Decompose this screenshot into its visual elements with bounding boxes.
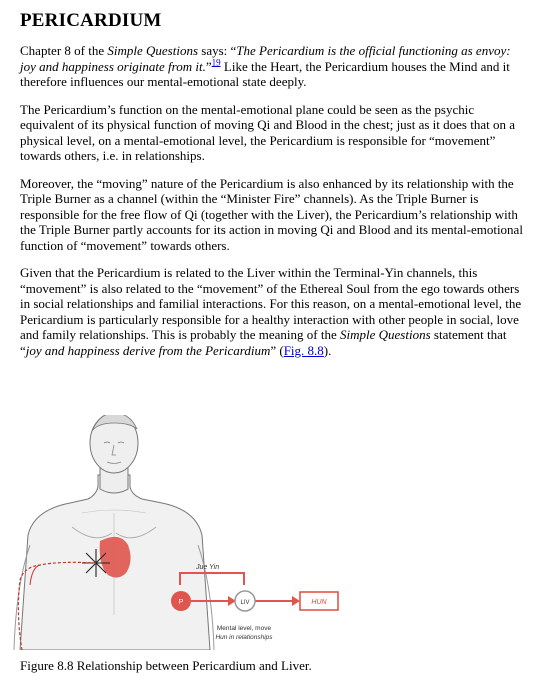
p4-quote: joy and happiness derive from the Pericardium (25, 342, 271, 358)
p1-text-c: ” (205, 58, 212, 74)
paragraph-1 (20, 43, 525, 90)
p1-text-b: says: “ (198, 43, 237, 58)
p4-source-title: Simple Questions (340, 327, 431, 342)
paragraph-4 (20, 265, 525, 358)
p1-quote: The Pericardium is the official functioning as envoy: joy and happiness originate from it. (20, 43, 511, 74)
jue-yin-label: Jue Yin (196, 564, 220, 571)
figure-link[interactable]: Fig. 8.8 (283, 342, 324, 358)
footnote-link-19[interactable]: 19 (211, 57, 221, 68)
pericardium-node-label: P (178, 599, 184, 606)
p1-source-title: Simple Questions (107, 43, 199, 58)
figure-8-8 (0, 415, 340, 650)
p4-text-c: ” ( (270, 342, 284, 358)
figure-note-line2: Hun in relationships (215, 634, 273, 641)
p4-text-a: Given that the Pericardium is related to the Liver within the Terminal-Yin channels, this “movement” is also related to the “movement” of the Ethereal Soul from the ego towards others in social relationships and familial interactions. For this reason, on a mental-emotional level, the Pericardium is particularly responsible for a healthy interaction with other people in social, love and family relationships. This is probably the meaning of the (20, 265, 522, 342)
figure-illustration (0, 415, 340, 650)
hun-box-label: HUN (311, 599, 327, 606)
p4-text-d: ). (323, 342, 332, 358)
figure-caption: Figure 8.8 Relationship between Pericardium and Liver. (20, 658, 312, 673)
torso-illustration (14, 415, 214, 650)
paragraph-3: Moreover, the “moving” nature of the Pericardium is also enhanced by its relationship with the Triple Burner as a channel (within the “Minister Fire” channels). As the Triple Burner is responsible for the free flow of Qi (together with the Liver), the Pericardium’s relationship with the Triple Burner partly accounts for its action in moving Qi and Blood and its mental-emotional function of “movement” towards others. (20, 175, 523, 253)
paragraph-2: The Pericardium’s function on the mental-emotional plane could be seen as the psychic equivalent of its physical function of moving Qi and Blood in the chest; just as it does that on a physical level, on a mental-emotional level, the Pericardium is responsible for “movement” towards others, i.e. in relationships. (20, 101, 516, 163)
p1-text-d: Like the Heart, the Pericardium houses the Mind and it therefore influences our mental-emotional state deeply. (20, 58, 510, 89)
p1-text-a: Chapter 8 of the (20, 43, 108, 58)
liver-node-label: LIV (240, 600, 250, 606)
page-title: PERICARDIUM (20, 10, 162, 31)
p4-text-b: statement that “ (20, 327, 507, 358)
figure-note-line1: Mental level, move (216, 625, 272, 632)
page (20, 10, 525, 370)
